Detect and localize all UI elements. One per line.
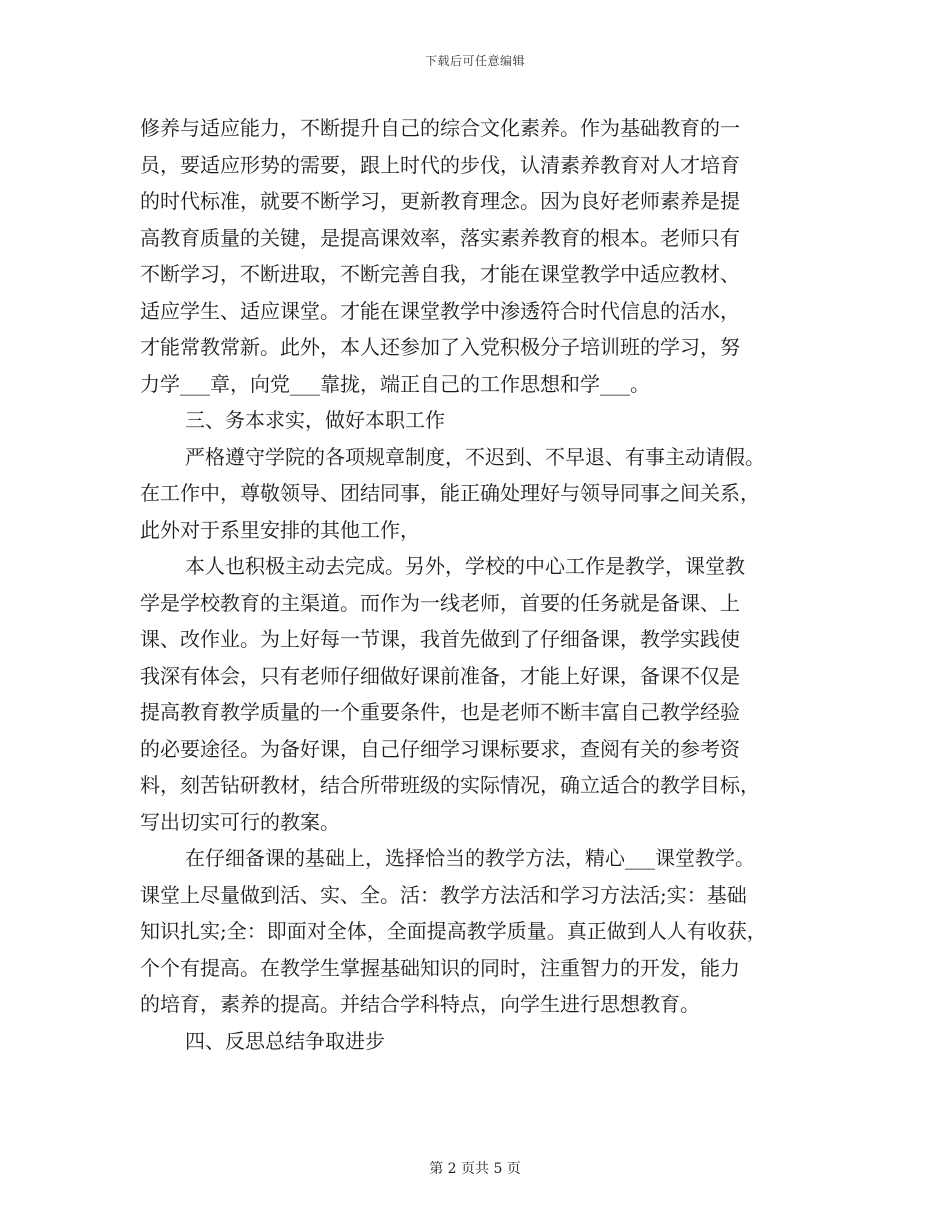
text-line: 的培育，素养的提高。并结合学科特点，向学生进行思想教育。 [140,992,700,1016]
text-line: 我深有体会，只有老师仔细做好课前准备，才能上好课，备课不仅是 [140,663,740,688]
text-line: 课堂上尽量做到活、实、全。活：教学方法活和学习方法活;实：基础 [140,882,747,907]
text-line: 不断学习，不断进取，不断完善自我，才能在课堂教学中适应教材、 [140,262,740,286]
text-line: 料，刻苦钻研教材，结合所带班级的实际情况，确立适合的教学目标， [140,773,760,797]
document-body [140,110,820,1059]
text-line: 才能常教常新。此外，本人还参加了入党积极分子培训班的学习，努 [140,335,740,359]
text-line: 的必要途径。为备好课，自己仔细学习课标要求，查阅有关的参考资 [140,736,740,761]
text-line: 的时代标准，就要不断学习，更新教育理念。因为良好老师素养是提 [140,189,740,213]
text-line: 个个有提高。在教学生掌握基础知识的同时，注重智力的开发，能力 [140,955,740,980]
text-line: 在工作中，尊敬领导、团结同事，能正确处理好与领导同事之间关系， [140,481,760,505]
text-line: 学是学校教育的主渠道。而作为一线老师，首要的任务就是备课、上 [140,590,740,615]
paragraph-start: 严格遵守学院的各项规章制度，不迟到、不早退、有事主动请假。 [185,444,765,469]
text-line: 员，要适应形势的需要，跟上时代的步伐，认清素养教育对人才培育 [140,152,740,177]
text-line: 修养与适应能力，不断提升自己的综合文化素养。作为基础教育的一 [140,116,740,140]
page-header: 下载后可任意编辑 [424,54,525,68]
text-line: 适应学生、适应课堂。才能在课堂教学中渗透符合时代信息的活水， [140,298,740,323]
paragraph-start: 在仔细备课的基础上，选择恰当的教学方法，精心___课堂教学。 [185,846,755,870]
text-line: 知识扎实;全：即面对全体，全面提高教学质量。真正做到人人有收获， [140,919,767,943]
section-heading: 三、务本求实，做好本职工作 [185,408,445,432]
paragraph-start: 本人也积极主动去完成。另外，学校的中心工作是教学，课堂教 [185,554,745,578]
text-line: 提高教育教学质量的一个重要条件，也是老师不断丰富自己教学经验 [140,700,740,724]
text-line: 此外对于系里安排的其他工作， [140,517,420,542]
text-line: 高教育质量的关键，是提高课效率，落实素养教育的根本。老师只有 [140,225,740,250]
section-heading: 四、反思总结争取进步 [185,1028,385,1053]
text-line: 课、改作业。为上好每一节课，我首先做到了仔细备课，教学实践使 [140,627,740,651]
page-footer: 第 2 页共 5 页 [429,1161,521,1177]
text-line: 写出切实可行的教案。 [140,809,340,834]
text-line: 力学___章，向党___靠拢，端正自己的工作思想和学___。 [140,371,650,396]
